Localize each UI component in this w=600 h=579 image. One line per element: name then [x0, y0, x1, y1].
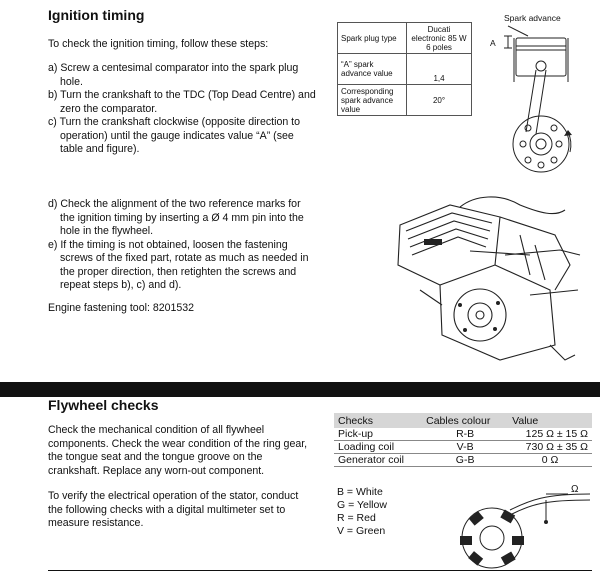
resistance-value: 0 Ω: [508, 454, 592, 467]
cable-colour: R-B: [422, 428, 508, 441]
spark-row-value: 1,4: [407, 54, 472, 85]
spark-table-header-left: Spark plug type: [338, 23, 407, 54]
spark-table-header-right: Ducati electronic 85 W 6 poles: [407, 23, 472, 54]
spark-advance-table: [337, 22, 472, 116]
flywheel-checks-table: [334, 413, 592, 467]
spark-table-row: [338, 54, 472, 85]
legend-item: G = Yellow: [337, 499, 387, 511]
ignition-steps-abc: [48, 62, 318, 157]
spark-row-value: 20°: [407, 85, 472, 116]
colour-legend: [337, 486, 387, 538]
flywheel-table-header: [334, 413, 592, 428]
section-divider: [0, 382, 600, 397]
spark-table-header: [338, 23, 472, 54]
check-name: Pick-up: [334, 428, 422, 441]
step-c: c) Turn the crankshaft clockwise (opposite direction to operation) until the gauge indicates value “A” (see table and figure).: [48, 116, 301, 155]
spark-row-label: “A” spark advance value: [338, 54, 407, 85]
flywheel-para-2: To verify the electrical operation of the stator, conduct the following checks with a digital multimeter set to measure resistance.: [48, 490, 299, 529]
legend-item: R = Red: [337, 512, 376, 524]
bottom-rule: [48, 570, 592, 571]
engine-figure: [380, 195, 590, 375]
figure-caption: Spark advance: [504, 13, 561, 23]
spark-advance-diagram: [498, 22, 590, 182]
ignition-steps-de: [48, 198, 310, 293]
step-d: d) Check the alignment of the two reference marks for the ignition timing by inserting a Ø 4 mm pin into the hole in the flywheel.: [48, 198, 304, 237]
cable-colour: G-B: [422, 454, 508, 467]
check-name: Generator coil: [334, 454, 422, 467]
ignition-title: Ignition timing: [48, 7, 145, 23]
resistance-value: 730 Ω ± 35 Ω: [508, 441, 592, 454]
table-row: [334, 428, 592, 441]
flywheel-para-1: Check the mechanical condition of all flywheel components. Check the wear condition of the ring gear, the tongue seat and the tongue groove on the crankshaft. Replace any worn-out component.: [48, 424, 308, 477]
step-e: e) If the timing is not obtained, loosen the fastening screws of the fixed part, rotate as much as needed in the proper direction, then retighten the screws and repeat steps b), c) and d).: [48, 238, 309, 291]
check-name: Loading coil: [334, 441, 422, 454]
step-b: b) Turn the crankshaft to the TDC (Top Dead Centre) and zero the comparator.: [48, 89, 316, 115]
cable-colour: V-B: [422, 441, 508, 454]
figure-label-a: A: [490, 38, 496, 48]
table-row: [334, 454, 592, 467]
header-checks: Checks: [334, 413, 422, 428]
header-cables-colour: Cables colour: [422, 413, 508, 428]
flywheel-title: Flywheel checks: [48, 397, 159, 413]
table-row: [334, 441, 592, 454]
spark-row-label: Corresponding spark advance value: [338, 85, 407, 116]
header-value: Value: [508, 413, 592, 428]
spark-table-row: [338, 85, 472, 116]
legend-item: V = Green: [337, 525, 386, 537]
legend-item: B = White: [337, 486, 383, 498]
step-a: a) Screw a centesimal comparator into the spark plug hole.: [48, 62, 299, 88]
ignition-intro: To check the ignition timing, follow these steps:: [48, 38, 269, 50]
ohm-label: Ω: [571, 484, 579, 495]
tool-note: Engine fastening tool: 8201532: [48, 302, 195, 314]
resistance-value: 125 Ω ± 15 Ω: [508, 428, 592, 441]
stator-figure: [450, 480, 595, 575]
